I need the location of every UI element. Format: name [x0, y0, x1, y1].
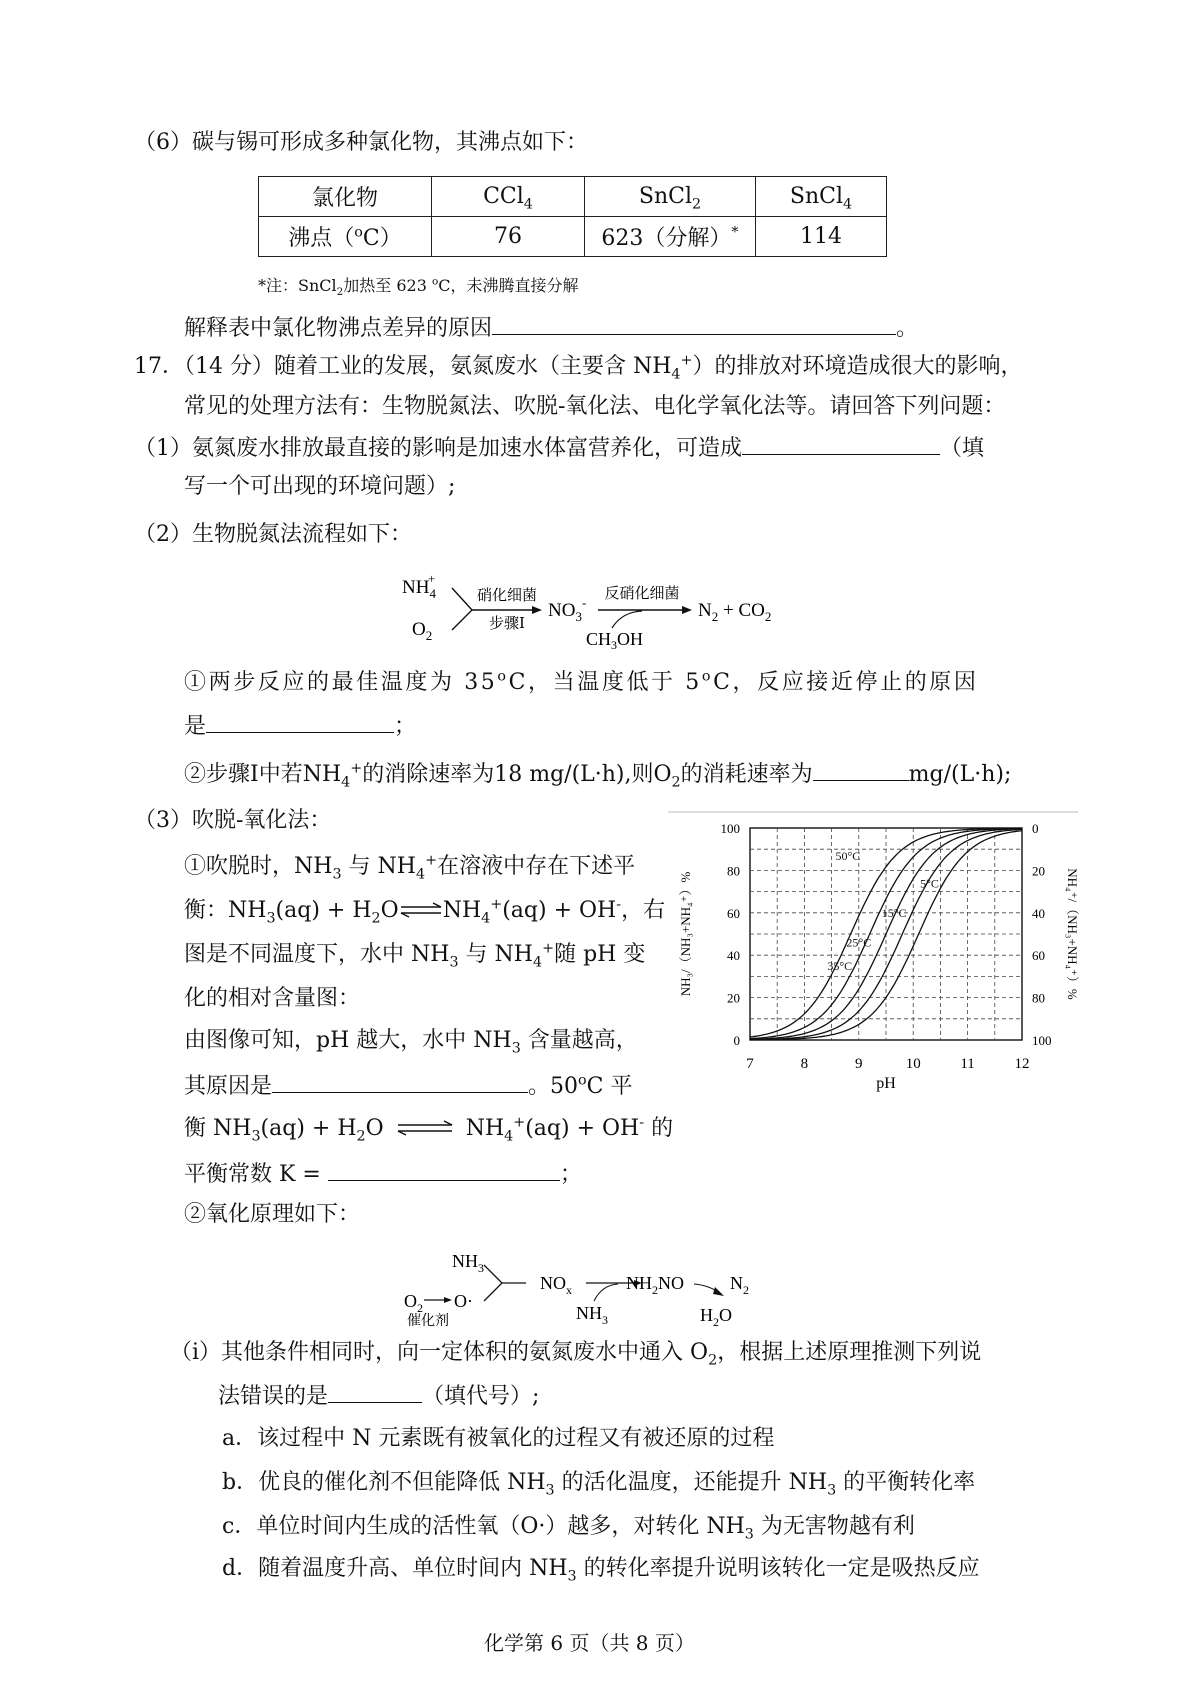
table-header-sncl4: SnCl$_4$ [756, 177, 887, 217]
option-b: b．优良的催化剂不但能降低 $NH_3$ 的活化温度，还能提升 $NH_3$ 的平衡转化率 [222, 1470, 976, 1499]
table-header-chloride: 氯化物 [259, 177, 432, 217]
y-tick-label-right: 80 [1032, 990, 1045, 1006]
label-step1: 步骤Ⅰ [489, 616, 525, 632]
q17-1-line2: 写一个可出现的环境问题）; [184, 474, 456, 499]
series-label: 5°C [920, 876, 939, 891]
y-tick-label-left: 0 [733, 1033, 740, 1048]
nh3-curve [594, 1284, 618, 1301]
q17-3-i: （i）其他条件相同时，向一定体积的氨氮废水中通入 $O_2$，根据上述原理推测下列说 [170, 1340, 982, 1369]
q17-2-1: ①两步反应的最佳温度为 35$^o$C，当温度低于 5$^o$C，反应接近停止的原因 [184, 668, 979, 695]
y-axis-label-left: NH₃/（NH₃+NH₄⁺）% [678, 871, 693, 997]
option-d: d．随着温度升高、单位时间内 $NH_3$ 的转化率提升说明该转化一定是吸热反应 [222, 1556, 980, 1585]
q17-3-equilibrium-2: 衡 $NH_3(aq) + H_2O$ $NH_4^+(aq) + OH^-$ 的 [184, 1114, 674, 1145]
flow-nh4: $NH_4+$ [402, 571, 436, 601]
series-label: 25°C [846, 935, 872, 950]
flow-o2: $O_2$ [412, 619, 433, 643]
q17-3-equilibrium: 衡：$NH_3(aq) + H_2O$ $NH_4^+(aq) + OH^-$，右 [184, 896, 666, 927]
q17-2-1-line2: 是 ； [184, 710, 416, 742]
x-axis-label: pH [876, 1075, 896, 1092]
answer-blank[interactable] [813, 758, 909, 781]
y-axis-label-right: NH₄⁺/（NH₃+NH₄⁺）% [1065, 868, 1080, 1000]
boiling-point-table [258, 176, 887, 257]
series-label: 50°C [835, 848, 861, 863]
answer-blank[interactable] [492, 312, 896, 335]
q17-1: （1）氨氮废水排放最直接的影响是加速水体富营养化，可造成 （填 [134, 432, 984, 464]
table-header-ccl4: CCl$_4$ [432, 177, 585, 217]
arrowhead-n2 [713, 1287, 724, 1296]
y-tick-label-right: 60 [1032, 948, 1045, 964]
y-tick-label-right: 0 [1032, 821, 1039, 836]
q17-3-1-line6: 其原因是 。50$^o$C 平 [184, 1070, 632, 1102]
x-tick-label: 7 [746, 1056, 754, 1072]
q17-3: （3）吹脱-氧化法： [134, 808, 332, 833]
q17-heading: 17．（14 分）随着工业的发展，氨氮废水（主要含 $NH_4^+$）的排放对环境造成很大的影响， [134, 352, 1023, 383]
q17-2: （2）生物脱氮法流程如下： [134, 522, 412, 547]
q17-heading-line2: 常见的处理方法有：生物脱氮法、吹脱-氧化法、电化学氧化法等。请回答下列问题： [184, 394, 1006, 419]
y-tick-label-left: 80 [727, 863, 740, 879]
table-cell-ccl4: 76 [432, 217, 585, 257]
nh3-ph-chart [668, 810, 1078, 1100]
flow-ch3oh: $CH_3OH$ [586, 629, 644, 652]
flow2-nh3-reactant: $NH_3$ [576, 1303, 608, 1327]
answer-blank[interactable] [328, 1380, 422, 1403]
flow2-nh3: $NH_3$ [452, 1251, 484, 1275]
page-footer: 化学第 6 页（共 8 页） [484, 1631, 695, 1655]
label-denitrifying-bacteria: 反硝化细菌 [604, 586, 680, 602]
oxidation-flow-diagram [404, 1245, 804, 1331]
x-tick-label: 9 [855, 1056, 863, 1072]
flow2-n2: $N_2$ [730, 1273, 749, 1297]
q17-3-1-line3: 图是不同温度下，水中 $NH_3$ 与 $NH_4^+$随 pH 变 [184, 940, 646, 971]
series-label: 15°C [881, 906, 907, 921]
y-tick-label-left: 100 [720, 821, 740, 836]
table-cell-sncl4: 114 [756, 217, 887, 257]
q17-3-2: ②氧化原理如下： [184, 1202, 361, 1227]
flow2-o2: $O_2$ [404, 1291, 423, 1315]
series-label: 35°C [827, 959, 853, 974]
table-note: *注：SnCl$_2$加热至 623 $^o$C，未沸腾直接分解 [258, 275, 579, 299]
y-tick-label-right: 40 [1032, 905, 1045, 921]
equilibrium-arrow-icon [392, 1120, 458, 1136]
flow2-nh2no: $NH_2NO$ [626, 1273, 684, 1297]
answer-blank[interactable] [206, 710, 394, 733]
table-label-bp: 沸点（$^o$C） [259, 217, 432, 257]
arrowhead-step1 [532, 606, 542, 614]
q6-explain: 解释表中氯化物沸点差异的原因 。 [184, 312, 918, 344]
y-tick-label-left: 20 [727, 990, 740, 1006]
q17-3-1: ①吹脱时，$NH_3$ 与 $NH_4^+$在溶液中存在下述平 [184, 852, 636, 883]
x-tick-label: 8 [800, 1056, 809, 1072]
y-tick-label-left: 40 [727, 948, 740, 964]
q17-3-1-line4: 化的相对含量图： [184, 986, 361, 1011]
flow-product: $N_2 + CO_2$ [698, 600, 772, 624]
option-a: a．该过程中 N 元素既有被氧化的过程又有被还原的过程 [222, 1426, 775, 1451]
q17-3-1-line5: 由图像可知，pH 越大，水中 $NH_3$ 含量越高， [184, 1028, 638, 1057]
x-tick-label: 12 [1014, 1056, 1030, 1072]
label-nitrifying-bacteria: 硝化细菌 [476, 588, 538, 604]
ch3oh-curve [612, 611, 642, 628]
q17-3-1-line8: 平衡常数 K = ； [184, 1158, 582, 1190]
table-cell-sncl2: 623（分解）* [585, 217, 756, 257]
flow2-nox: $NO_x$ [540, 1273, 572, 1297]
x-tick-label: 11 [960, 1056, 975, 1072]
q6-prompt: （6）碳与锡可形成多种氯化物，其沸点如下： [134, 130, 588, 155]
answer-blank[interactable] [742, 432, 940, 455]
arrowhead-catalyst [444, 1297, 452, 1303]
flow2-active-oxygen: O· [454, 1291, 473, 1311]
option-c: c．单位时间内生成的活性氧（O·）越多，对转化 $NH_3$ 为无害物越有利 [222, 1514, 915, 1543]
y-tick-label-right: 20 [1032, 863, 1045, 879]
merge-bracket-2 [484, 1265, 502, 1301]
q17-2-2: ②步骤Ⅰ中若$NH_4^+$的消除速率为18 mg/(L·h),则$O_2$的消耗速率为 mg/(L·h); [184, 758, 1011, 790]
arrowhead-step2 [682, 606, 692, 614]
table-header-sncl2: SnCl$_2$ [585, 177, 756, 217]
flow-no3: $NO_3^-$ [548, 595, 587, 624]
x-tick-label: 10 [905, 1056, 921, 1072]
answer-blank[interactable] [328, 1158, 560, 1181]
nitrification-flow-diagram [390, 568, 850, 650]
answer-blank[interactable] [272, 1070, 528, 1093]
flow2-catalyst-label: 催化剂 [407, 1314, 449, 1329]
equilibrium-arrow-icon [399, 902, 443, 918]
y-tick-label-left: 60 [727, 905, 740, 921]
flow2-h2o: $H_2O$ [700, 1305, 732, 1329]
y-tick-label-right: 100 [1032, 1033, 1052, 1048]
merge-bracket [452, 588, 472, 630]
q17-3-i-line2: 法错误的是 （填代号）; [218, 1380, 539, 1412]
